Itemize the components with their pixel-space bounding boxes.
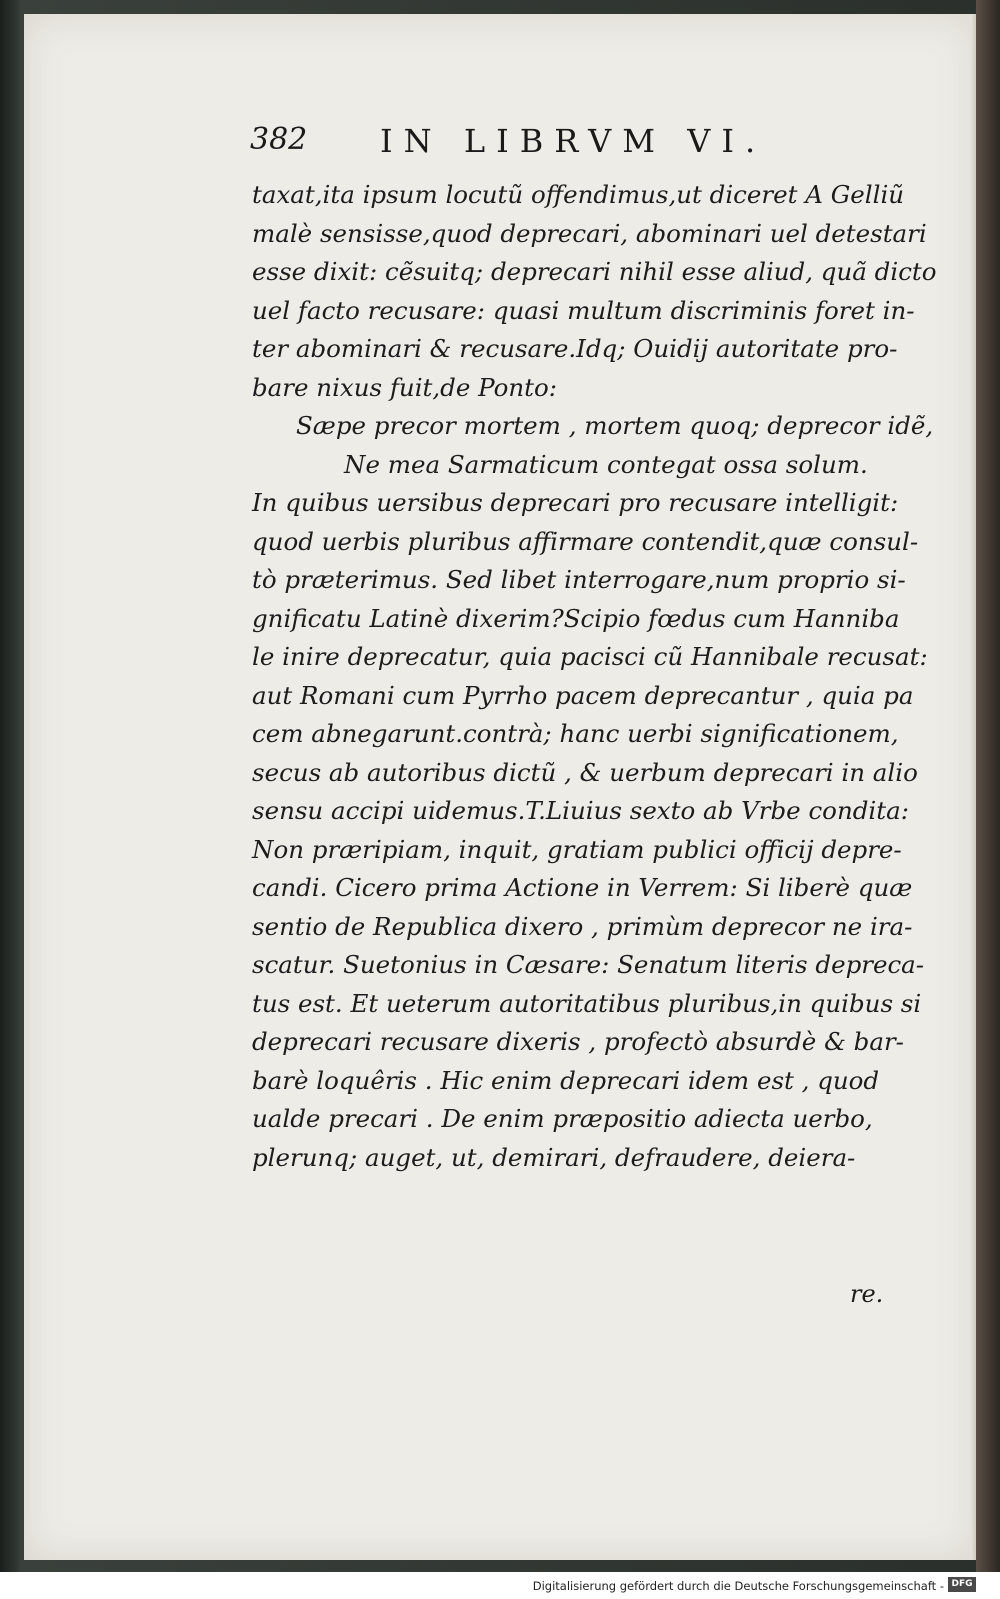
text-line: scatur. Suetonius in Cæsare: Senatum literis depreca- xyxy=(252,950,925,979)
text-line: quod uerbis pluribus affirmare contendit,quæ consul- xyxy=(252,526,919,556)
funding-credit: Digitalisierung gefördert durch die Deutsche Forschungsgemeinschaft - xyxy=(532,1579,944,1593)
text-line: tus est. Et ueterum autoritatibus pluribus,in quibus si xyxy=(252,988,922,1018)
verse-line: Sæpe precor mortem , mortem quoq; deprecor idẽ, xyxy=(296,411,934,440)
text-line: Non præripiam, inquit, gratiam publici officij depre- xyxy=(252,834,902,864)
text-line: ualde precari . De enim præpositio adiecta uerbo, xyxy=(252,1104,873,1133)
text-line: sentio de Republica dixero , primùm deprecor ne ira- xyxy=(252,911,913,941)
text-line: deprecari recusare dixeris , profectò absurdè & bar- xyxy=(252,1027,904,1056)
text-line: esse dixit: cẽsuitq; deprecari nihil esse aliud, quã dicto xyxy=(252,257,937,286)
text-line: gnificatu Latinè dixerim?Scipio fœdus cum Hanniba xyxy=(252,603,900,633)
catchword: re. xyxy=(850,1280,884,1308)
footer-bar xyxy=(0,1572,1000,1599)
text-line: le inire deprecatur, quia pacisci cũ Hannibale recusat: xyxy=(252,642,928,671)
text-line: cem abnegarunt.contrà; hanc uerbi significationem, xyxy=(252,719,899,748)
text-line: secus ab autoribus dictũ , & uerbum deprecari in alio xyxy=(252,757,918,787)
text-line: barè loquêris . Hic enim deprecari idem est , quod xyxy=(252,1065,880,1095)
text-line: candi. Cicero prima Actione in Verrem: Si liberè quæ xyxy=(252,873,913,902)
page-number: 382 xyxy=(250,122,308,157)
body-text xyxy=(252,176,937,1177)
text-line: tò præterimus. Sed libet interrogare,num proprio si- xyxy=(252,565,906,594)
text-line: bare nixus fuit,de Ponto: xyxy=(252,372,558,402)
text-line: sensu accipi uidemus.T.Liuius sexto ab Vrbe condita: xyxy=(252,796,909,825)
text-line: In quibus uersibus deprecari pro recusare intelligit: xyxy=(252,488,899,517)
text-line: uel facto recusare: quasi multum discriminis foret in- xyxy=(252,295,915,325)
page-header xyxy=(250,122,850,166)
running-head: IN LIBRVM VI. xyxy=(380,122,767,160)
dfg-logo-icon: DFG xyxy=(948,1577,976,1592)
text-line: taxat,ita ipsum locutũ offendimus,ut diceret A Gelliũ xyxy=(252,180,905,209)
text-line: plerunq; auget, ut, demirari, defraudere, deiera- xyxy=(252,1142,856,1172)
text-line: aut Romani cum Pyrrho pacem deprecantur , quia pa xyxy=(252,680,914,710)
text-line: malè sensisse,quod deprecari, abominari uel detestari xyxy=(252,218,927,248)
text-line: ter abominari & recusare.Idq; Ouidij autoritate pro- xyxy=(252,334,898,363)
book-edge xyxy=(976,0,1000,1572)
verse-line: Ne mea Sarmaticum contegat ossa solum. xyxy=(344,449,868,479)
